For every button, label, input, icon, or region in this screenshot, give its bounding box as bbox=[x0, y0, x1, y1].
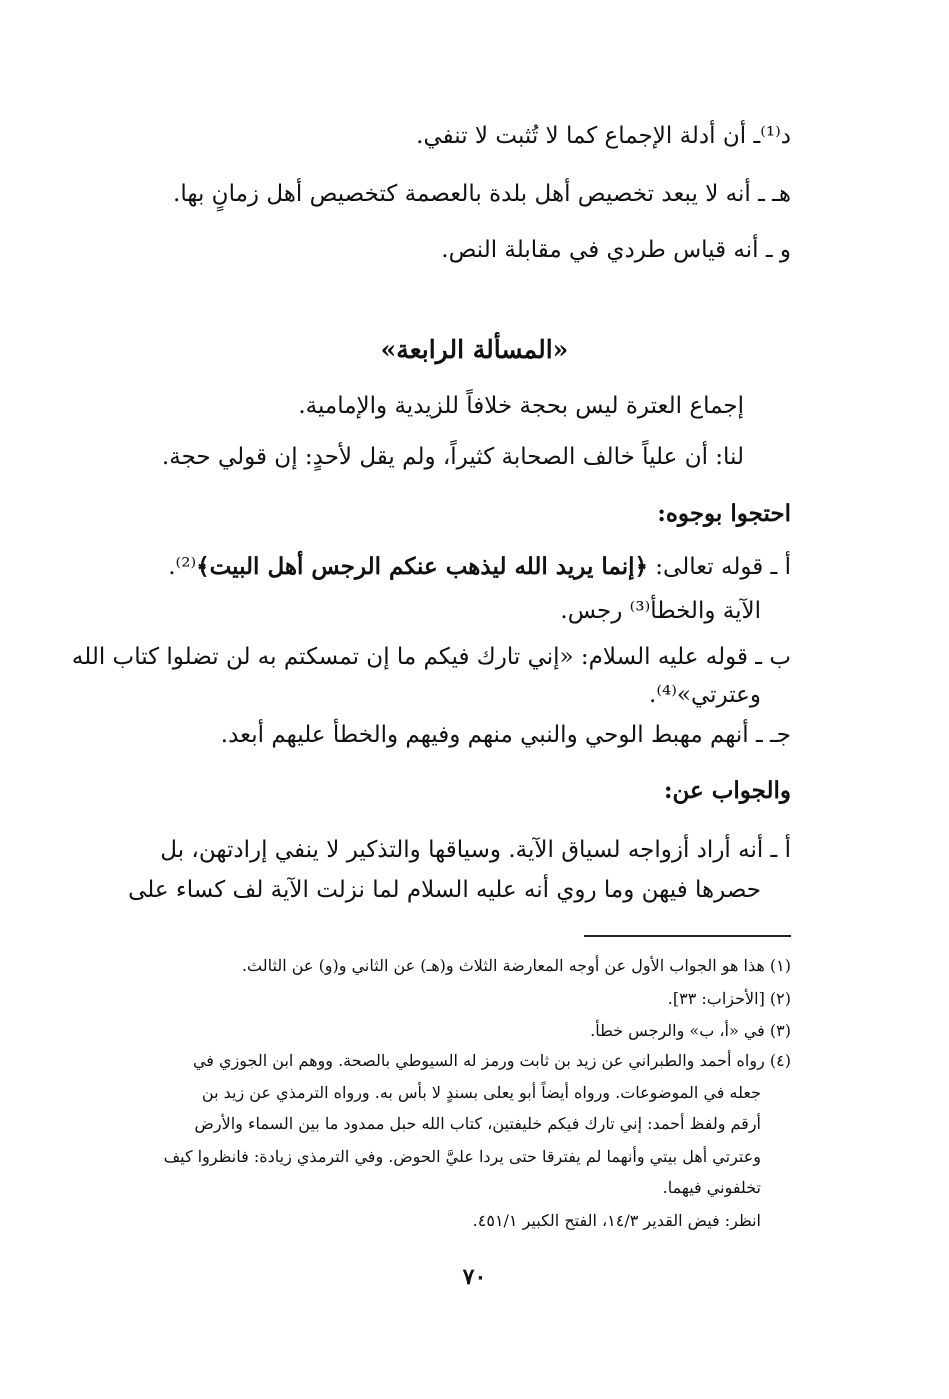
evidence-b-line2: وعترتي»⁽⁴⁾. bbox=[649, 682, 761, 708]
page-number: ٧٠ bbox=[462, 1264, 487, 1290]
footnote-4-line5: تخلفوني فيهما. bbox=[662, 1178, 761, 1197]
section-heading: «المسألة الرابعة» bbox=[380, 335, 569, 364]
footnote-4-line2: جعله في الموضوعات. ورواه أيضاً أبو يعلى بسندٍ لا بأس به. ورواه الترمذي عن زيد بن bbox=[201, 1083, 761, 1102]
footnote-1: (١) هذا هو الجواب الأول عن أوجه المعارضة الثلاث و(هـ) عن الثاني و(و) عن الثالث. bbox=[241, 956, 791, 975]
answer-a-line2: حصرها فيهن وما روي أنه عليه السلام لما نزلت الآية لف كساء على bbox=[128, 877, 761, 903]
footnote-4-line3: أرقم ولفظ أحمد: إني تارك فيكم خليفتين، كتاب الله حبل ممدود ما بين السماء والأرض bbox=[194, 1114, 761, 1133]
evidence-a-line1 bbox=[100, 550, 791, 584]
section-statement: إجماع العترة ليس بحجة خلافاً للزيدية والإمامية. bbox=[298, 393, 744, 419]
argument-lana: لنا: أن علياً خالف الصحابة كثيراً، ولم يقل لأحدٍ: إن قولي حجة. bbox=[161, 444, 744, 470]
ihtajju-heading: احتجوا بوجوه: bbox=[657, 500, 791, 527]
evidence-b-line1: ب ـ قوله عليه السلام: «إني تارك فيكم ما إن تمسكتم به لن تضلوا كتاب الله bbox=[71, 644, 791, 670]
footnote-ref-2: ⁽²⁾. bbox=[168, 554, 197, 580]
evidence-a-prefix: أ ـ قوله تعالى: bbox=[647, 554, 791, 580]
jawab-heading: والجواب عن: bbox=[663, 777, 791, 804]
item-w: و ـ أنه قياس طردي في مقابلة النص. bbox=[441, 237, 791, 263]
answer-a-line1: أ ـ أنه أراد أزواجه لسياق الآية. وسياقها والتذكير لا ينفي إرادتهن، بل bbox=[160, 837, 791, 863]
evidence-a-line2: الآية والخطأ⁽³⁾ رجس. bbox=[560, 598, 761, 624]
footnote-2: (٢) [الأحزاب: ٣٣]. bbox=[667, 989, 791, 1008]
footnote-3: (٣) في «أ، ب» والرجس خطأ. bbox=[590, 1021, 791, 1040]
footnote-4-line1: (٤) رواه أحمد والطبراني عن زيد بن ثابت ورمز له السيوطي بالصحة. ووهم ابن الجوزي في bbox=[192, 1051, 791, 1070]
quran-verse: ﴿إنما يريد الله ليذهب عنكم الرجس أهل البيت﴾ bbox=[196, 553, 648, 580]
item-h: هـ ـ أنه لا يبعد تخصيص أهل بلدة بالعصمة كتخصيص أهل زمانٍ بها. bbox=[173, 181, 791, 207]
evidence-j: جـ ـ أنهم مهبط الوحي والنبي منهم وفيهم والخطأ عليهم أبعد. bbox=[220, 722, 791, 748]
item-d: د⁽¹⁾ـ أن أدلة الإجماع كما لا تُثبت لا تنفي. bbox=[416, 123, 791, 149]
footnote-separator bbox=[584, 935, 791, 937]
footnote-4-line6: انظر: فيض القدير ١٤/٣، الفتح الكبير ٤٥١/١. bbox=[472, 1211, 761, 1230]
footnote-4-line4: وعترتي أهل بيتي وأنهما لم يفترقا حتى يردا عليَّ الحوض. وفي الترمذي زيادة: فانظروا كيف bbox=[163, 1147, 761, 1166]
